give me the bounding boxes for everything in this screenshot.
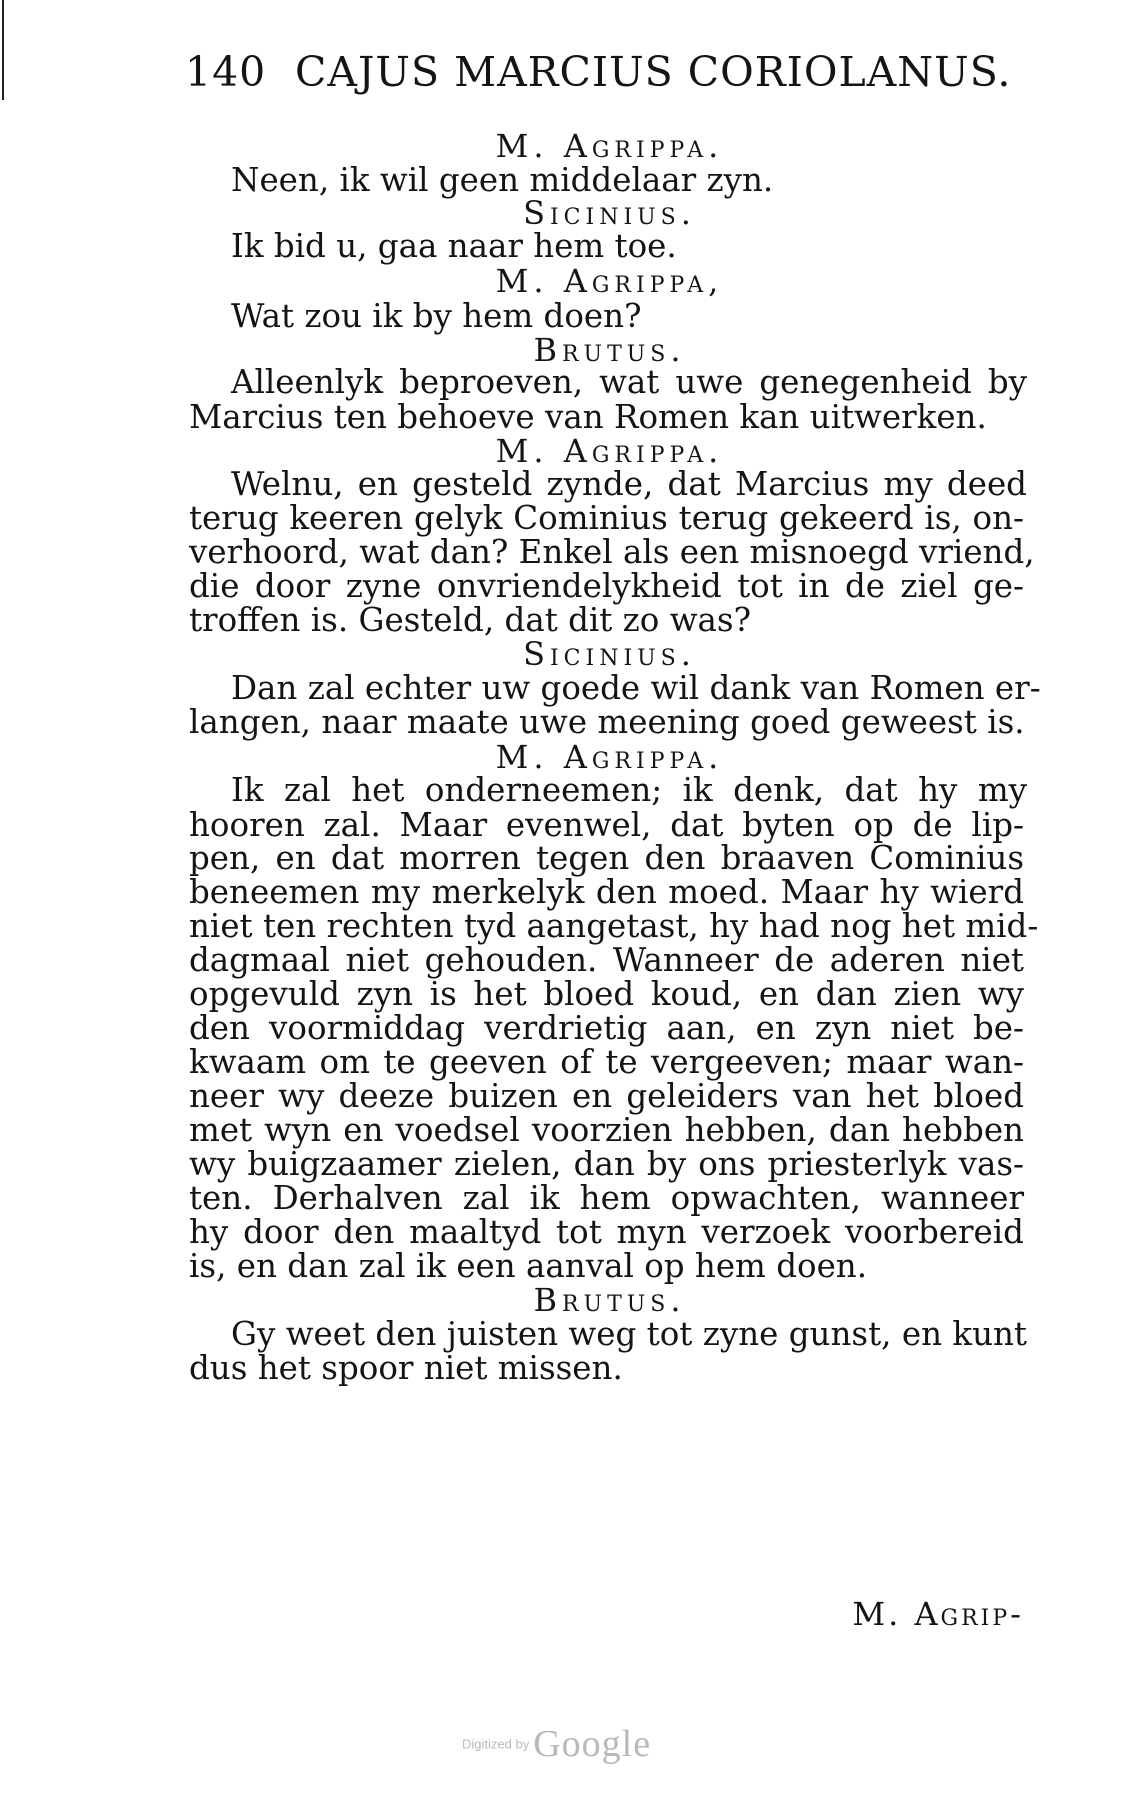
text-line: Ik zal het onderneemen; ik denk, dat hy my — [231, 771, 1027, 809]
text-line: den voormiddag verdrietig aan, en zyn niet be- — [189, 1009, 1024, 1047]
watermark-brand: Google — [533, 1723, 652, 1765]
text-line: met wyn en voedsel voorzien hebben, dan hebben — [189, 1111, 1024, 1149]
speaker-heading: Sicinius. — [523, 194, 696, 232]
text-line: wy buigzaamer zielen, dan by ons priesterlyk vas- — [189, 1145, 1024, 1183]
speaker-heading: Brutus. — [533, 331, 686, 369]
text-line: langen, naar maate uwe meening goed geweest is. — [189, 703, 1025, 741]
text-line: troffen is. Gesteld, dat dit zo was? — [189, 601, 751, 639]
text-line: hooren zal. Maar evenwel, dat byten op de lip- — [189, 806, 1024, 844]
text-line: dus het spoor niet missen. — [189, 1349, 623, 1387]
watermark-prefix: Digitized by — [462, 1736, 530, 1752]
text-line: dagmaal niet gehouden. Wanneer de aderen niet — [189, 941, 1024, 979]
text-line: Welnu, en gesteld zynde, dat Marcius my deed — [231, 465, 1027, 503]
text-line: verhoord, wat dan? Enkel als een misnoegd vriend, — [189, 533, 1035, 571]
text-line: Dan zal echter uw goede wil dank van Romen er- — [231, 669, 1041, 707]
text-line: Ik bid u, gaa naar hem toe. — [231, 227, 677, 265]
text-line: ten. Derhalven zal ik hem opwachten, wanneer — [189, 1179, 1024, 1217]
speaker-heading: Brutus. — [533, 1281, 686, 1319]
text-line: Gy weet den juisten weg tot zyne gunst, en kunt — [231, 1315, 1027, 1353]
text-line: Neen, ik wil geen middelaar zyn. — [231, 161, 774, 199]
text-line: Alleenlyk beproeven, wat uwe genegenheid by — [231, 363, 1027, 401]
digitized-watermark — [462, 1722, 702, 1772]
speaker-heading: M. Agrippa. — [495, 432, 724, 470]
text-line: beneemen my merkelyk den moed. Maar hy wierd — [189, 873, 1024, 911]
text-line: pen, en dat morren tegen den braaven Cominius — [189, 839, 1024, 877]
text-line: terug keeren gelyk Cominius terug gekeerd is, on- — [189, 499, 1024, 537]
text-line: hy door den maaltyd tot myn verzoek voorbereid — [189, 1213, 1024, 1251]
speaker-heading: Sicinius. — [523, 635, 696, 673]
speaker-heading: M. Agrippa. — [495, 127, 724, 165]
text-line: Wat zou ik by hem doen? — [231, 297, 642, 335]
text-line: is, en dan zal ik een aanval op hem doen. — [189, 1247, 868, 1285]
catchword: M. Agrip- — [852, 1595, 1024, 1633]
running-header — [185, 48, 1025, 108]
text-line: neer wy deeze buizen en geleiders van het bloed — [189, 1077, 1024, 1115]
text-line: Marcius ten behoeve van Romen kan uitwerken. — [189, 398, 987, 436]
text-line: die door zyne onvriendelykheid tot in de ziel ge- — [189, 567, 1024, 605]
running-title: CAJUS MARCIUS CORIOLANUS. — [295, 48, 1012, 96]
speaker-heading: M. Agrippa. — [495, 738, 724, 776]
text-line: niet ten rechten tyd aangetast, hy had nog het mid- — [189, 907, 1039, 945]
page-edge-rule — [2, 0, 4, 100]
text-line: opgevuld zyn is het bloed koud, en dan zien wy — [189, 975, 1024, 1013]
text-line: kwaam om te geeven of te vergeeven; maar wan- — [189, 1043, 1024, 1081]
speaker-heading: M. Agrippa, — [495, 262, 724, 300]
page-number: 140 — [185, 48, 267, 96]
